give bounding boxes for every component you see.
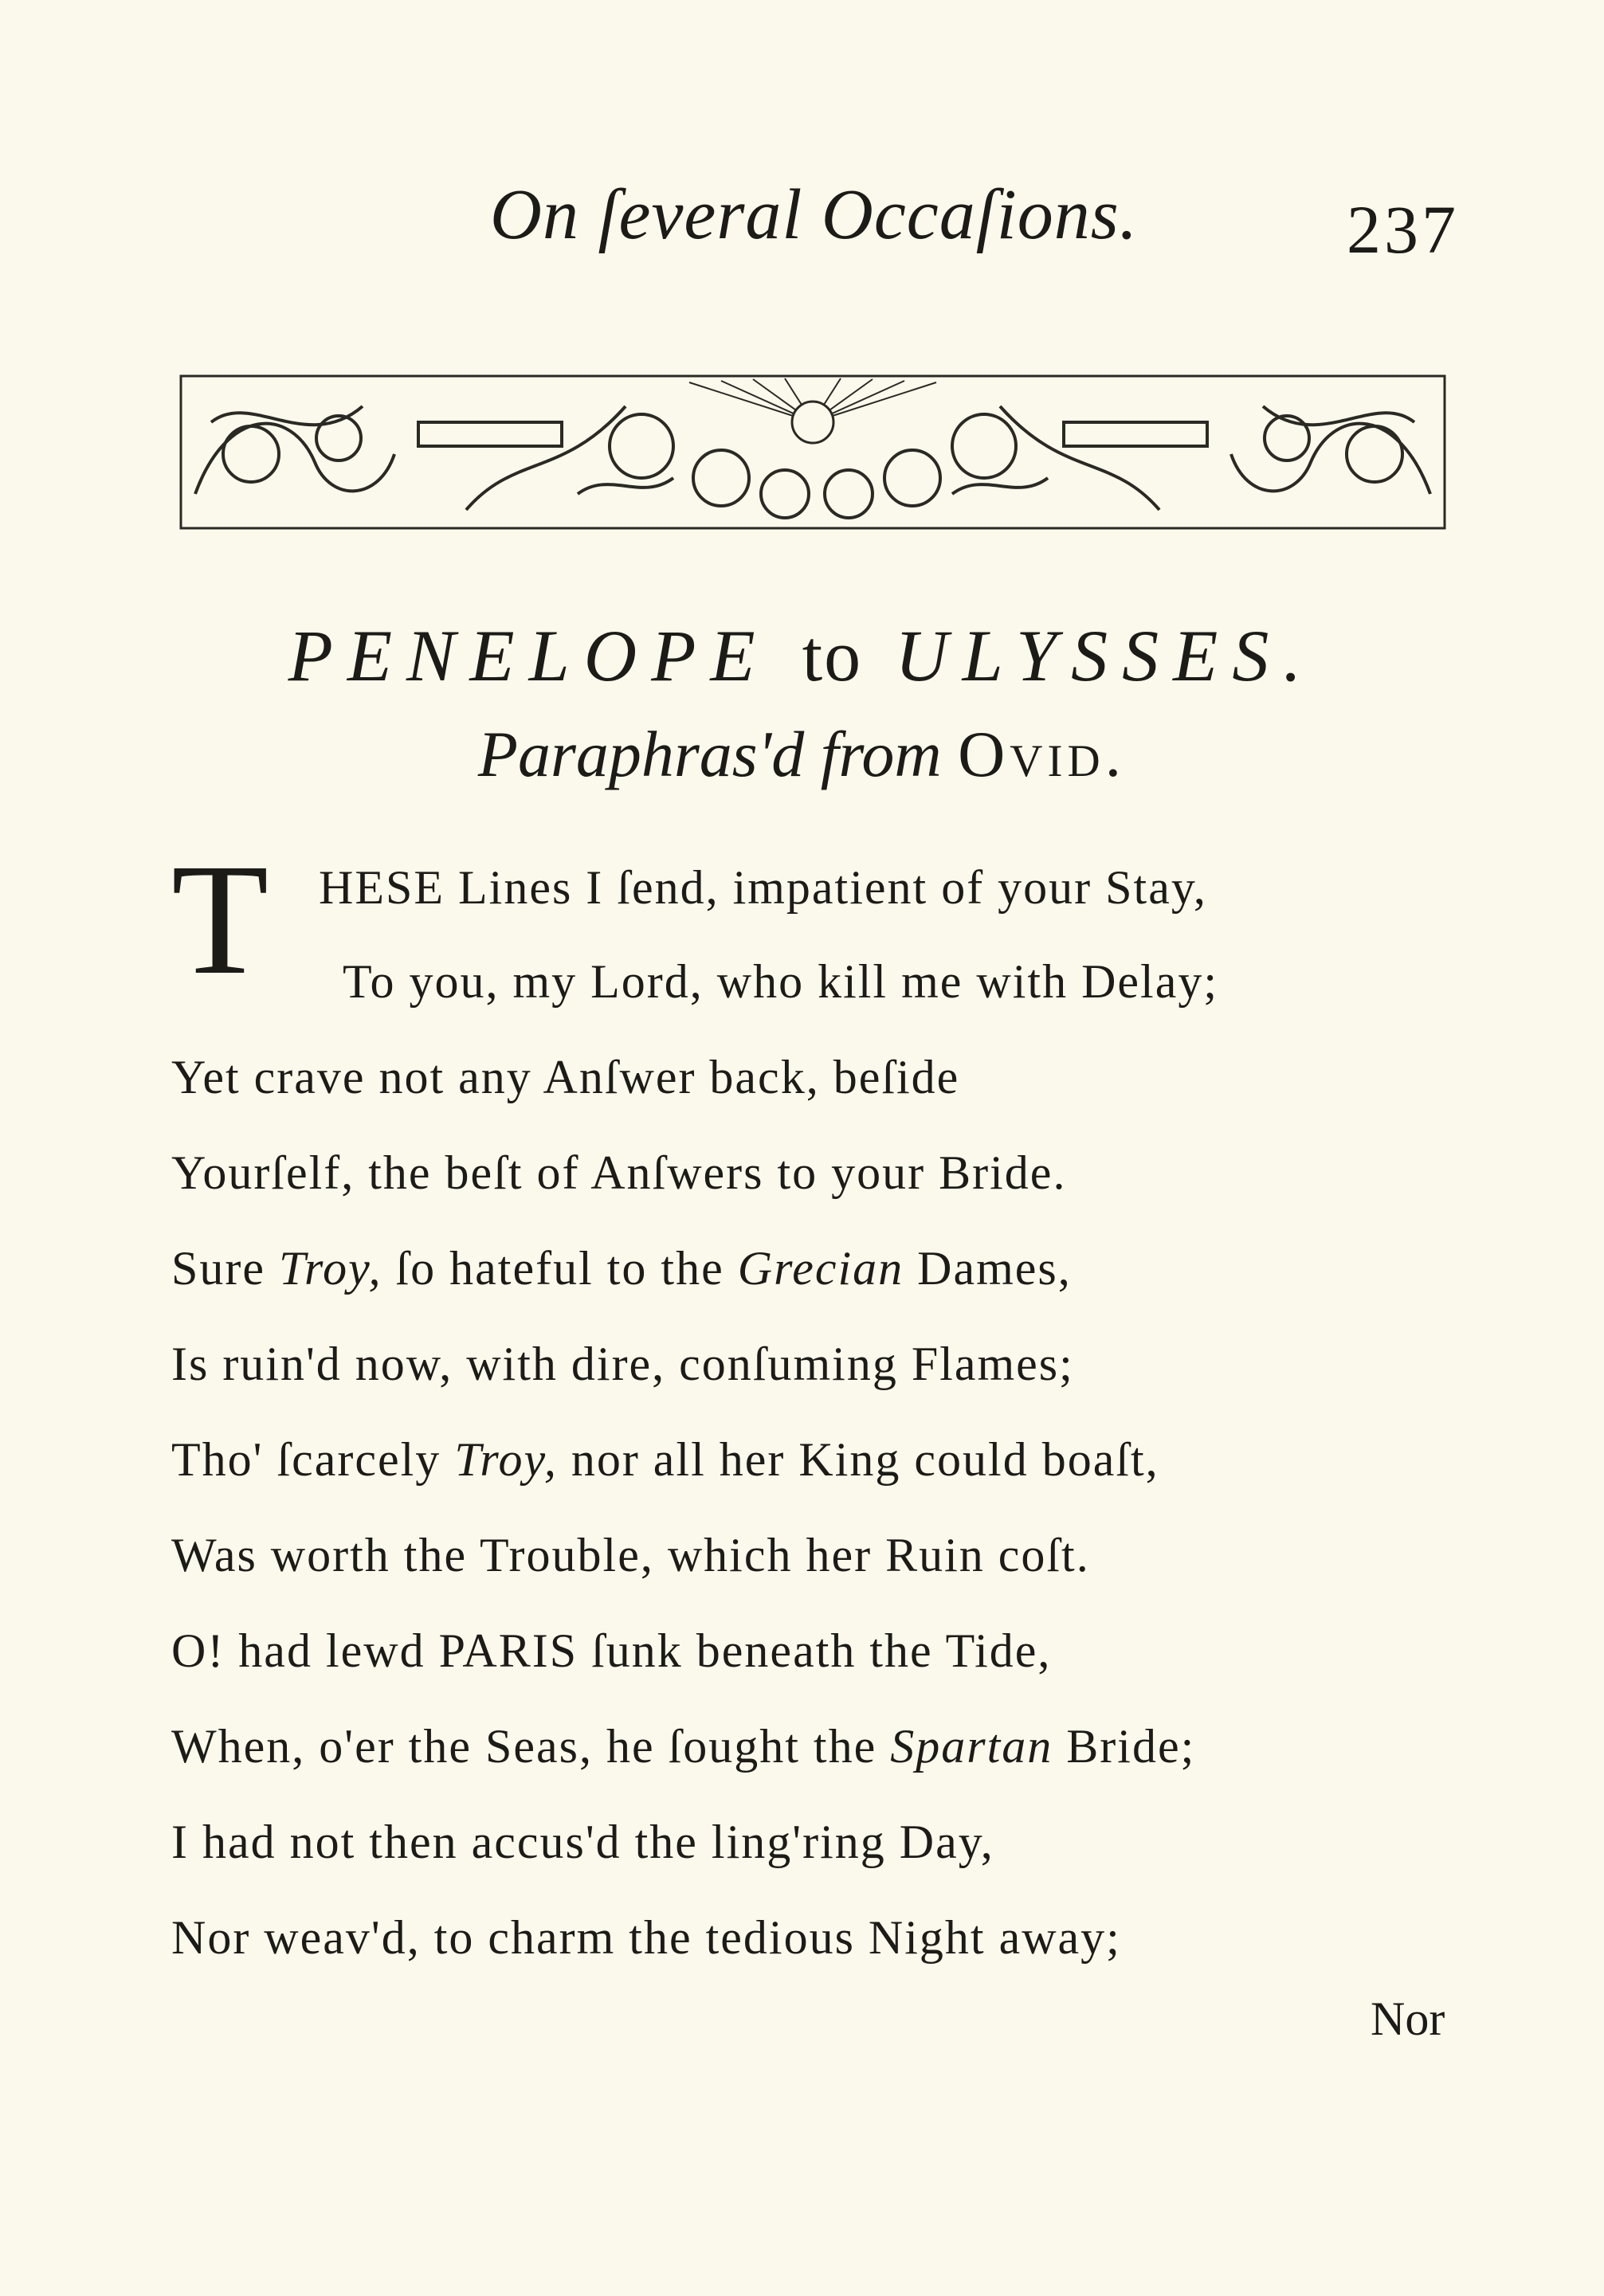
- verse-line-8: Was worth the Trouble, which her Ruin coſt.: [171, 1529, 1090, 1581]
- poem-title-to: to: [802, 615, 863, 696]
- verse-line-12: Nor weav'd, to charm the tedious Night away;: [171, 1911, 1121, 1964]
- verse-line-6: Is ruin'd now, with dire, conſuming Flames;: [171, 1338, 1074, 1390]
- poem-title-ulysses: ULYSSES.: [895, 615, 1316, 696]
- verse-line-7-a: Tho' ſcarcely: [171, 1433, 455, 1486]
- decorative-headpiece-icon: [179, 374, 1446, 530]
- verse-line-9: O! had lewd PARIS ſunk beneath the Tide,: [171, 1624, 1052, 1677]
- verse-line-10-spartan: Spartan: [890, 1720, 1053, 1773]
- verse-line-11: I had not then accus'd the ling'ring Day,: [171, 1816, 994, 1868]
- verse-line-1: HESE Lines I ſend, impatient of your Stay,: [319, 861, 1207, 914]
- verse-line-10-a: When, o'er the Seas, he ſought the: [171, 1720, 891, 1773]
- catchword: Nor: [1371, 1992, 1445, 2045]
- verse-line-5-grecian: Grecian: [737, 1242, 904, 1295]
- verse-line-7-b: nor all her King could boaſt,: [557, 1433, 1159, 1486]
- verse-line-4: Yourſelf, the beſt of Anſwers to your Bride.: [171, 1146, 1067, 1199]
- subtitle-paraphrased: Paraphras'd from: [477, 718, 942, 790]
- poem-title-penelope: PENELOPE: [288, 615, 770, 696]
- drop-cap: T: [171, 832, 269, 1008]
- subtitle-ovid: Ovid.: [958, 718, 1127, 790]
- verse-line-5-c: Dames,: [904, 1242, 1072, 1295]
- verse-line-3: Yet crave not any Anſwer back, beſide: [171, 1051, 960, 1103]
- verse-line-7-troy: Troy,: [454, 1433, 558, 1486]
- verse-line-10: [171, 1719, 1195, 1774]
- verse-line-5-a: Sure: [171, 1242, 279, 1295]
- verse-line-5-troy: Troy,: [278, 1242, 382, 1295]
- verse-line-10-b: Bride;: [1053, 1720, 1196, 1773]
- verse-line-5: [171, 1241, 1072, 1296]
- verse-line-5-b: ſo hateful to the: [382, 1242, 738, 1295]
- running-title: On ſeveral Occaſions.: [490, 175, 1139, 254]
- verse-line-7: [171, 1432, 1159, 1487]
- poem-subtitle: [0, 717, 1604, 792]
- page-number: 237: [1347, 191, 1459, 268]
- poem-title: [0, 613, 1604, 698]
- verse-line-2: To you, my Lord, who kill me with Delay;: [343, 955, 1219, 1008]
